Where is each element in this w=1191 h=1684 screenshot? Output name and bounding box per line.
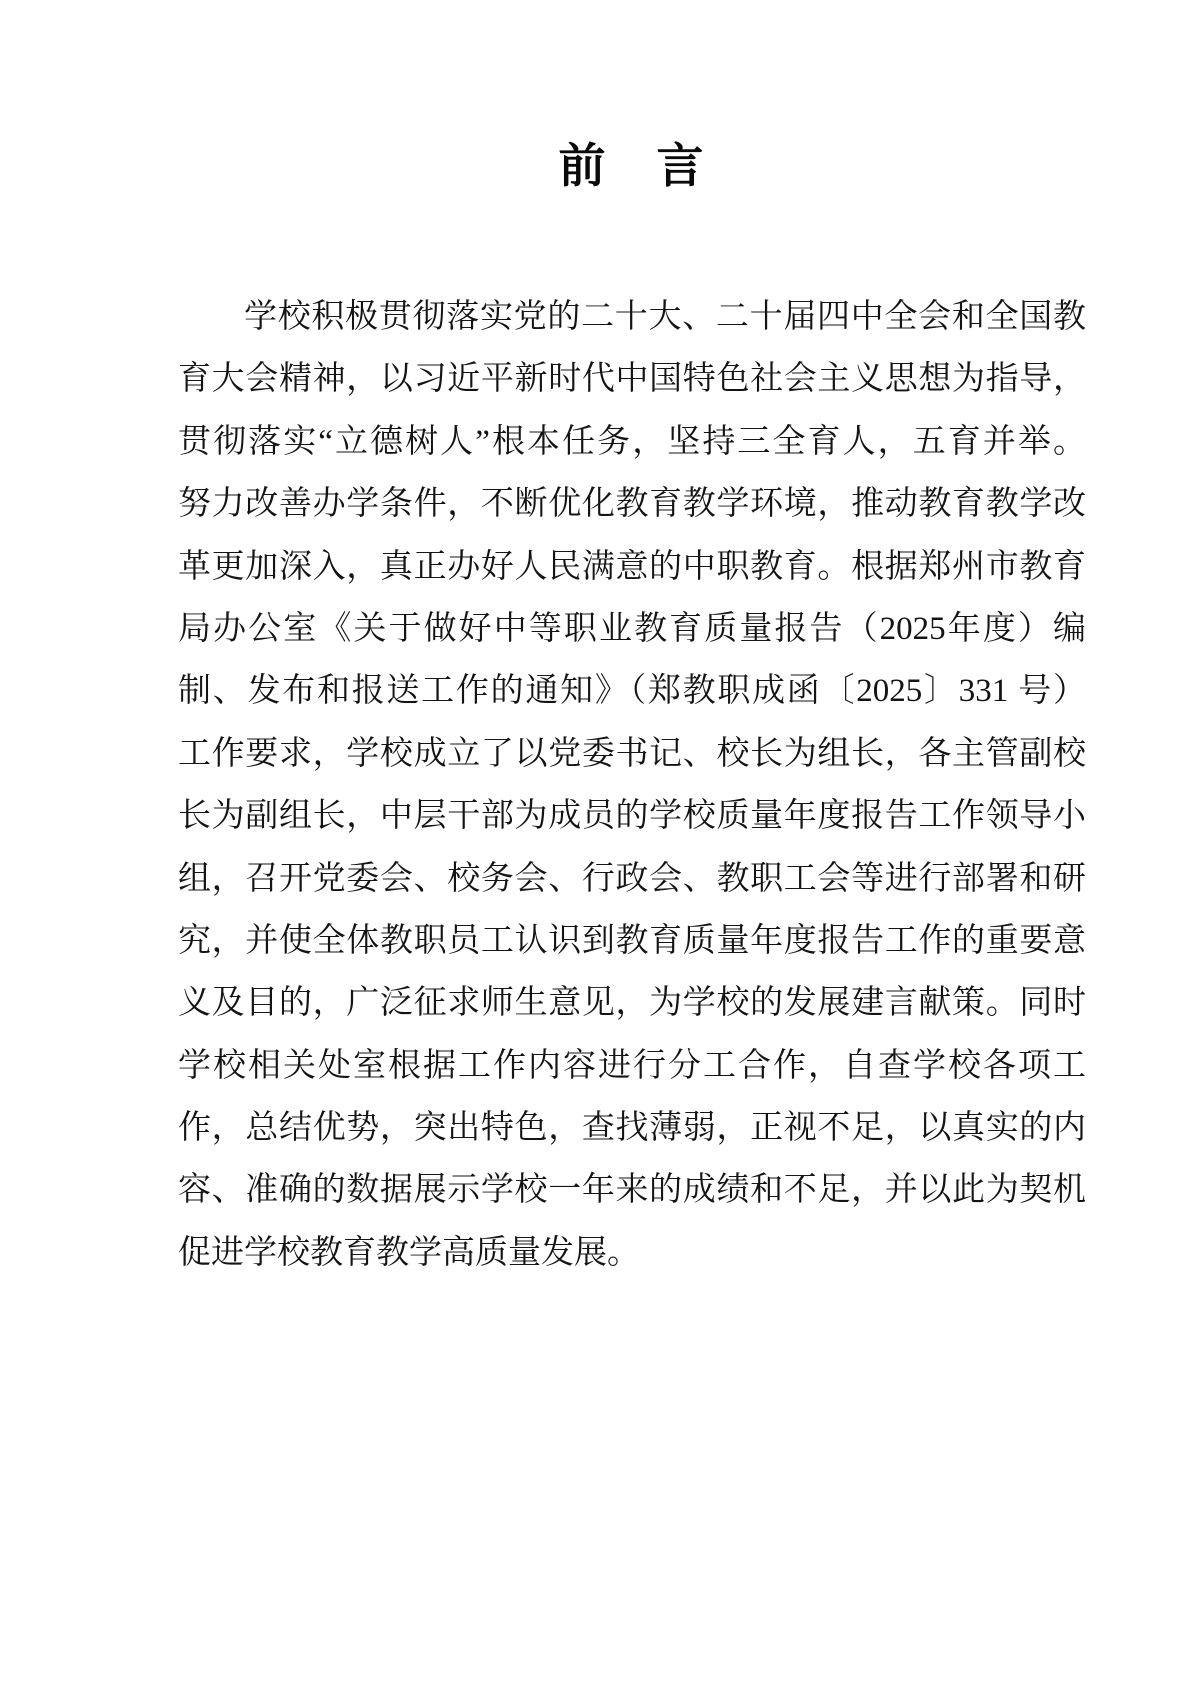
paragraph-line: 工作要求，学校成立了以党委书记、校长为组长，各主管副校 [178, 735, 1086, 772]
paragraph-line: 努力改善办学条件，不断优化教育教学环境，推动教育教学改 [178, 486, 1086, 523]
paragraph-line: 促进学校教育教学高质量发展。 [178, 1234, 640, 1271]
paragraph-line: 长为副组长，中层干部为成员的学校质量年度报告工作领导小 [178, 798, 1086, 835]
paragraph-line: 局办公室《关于做好中等职业教育质量报告（2025年度）编 [178, 610, 1086, 647]
paragraph-line: 制、发布和报送工作的通知》（郑教职成函〔2025〕331 号） [178, 673, 1086, 710]
paragraph-line: 革更加深入，真正办好人民满意的中职教育。根据郑州市教育 [178, 548, 1086, 585]
paragraph-line: 义及目的，广泛征求师生意见，为学校的发展建言献策。同时 [178, 985, 1086, 1022]
paragraph-line: 作，总结优势，突出特色，查找薄弱，正视不足，以真实的内 [178, 1110, 1086, 1147]
paragraph-line: 组，召开党委会、校务会、行政会、教职工会等进行部署和研 [178, 860, 1086, 897]
paragraph-line: 贯彻落实“立德树人”根本任务，坚持三全育人，五育并举。 [178, 423, 1086, 460]
page-content [178, 0, 1086, 1284]
paragraph-line: 学校积极贯彻落实党的二十大、二十届四中全会和全国教 [244, 299, 1086, 335]
paragraph-line: 容、准确的数据展示学校一年来的成绩和不足，并以此为契机 [178, 1172, 1086, 1209]
paragraph-line: 究，并使全体教职员工认识到教育质量年度报告工作的重要意 [178, 922, 1086, 959]
page-title: 前 言 [558, 139, 706, 192]
paragraph-line: 学校相关处室根据工作内容进行分工合作，自查学校各项工 [178, 1047, 1086, 1084]
preface-paragraph [178, 286, 1086, 1284]
paragraph-line: 育大会精神，以习近平新时代中国特色社会主义思想为指导， [178, 361, 1086, 398]
